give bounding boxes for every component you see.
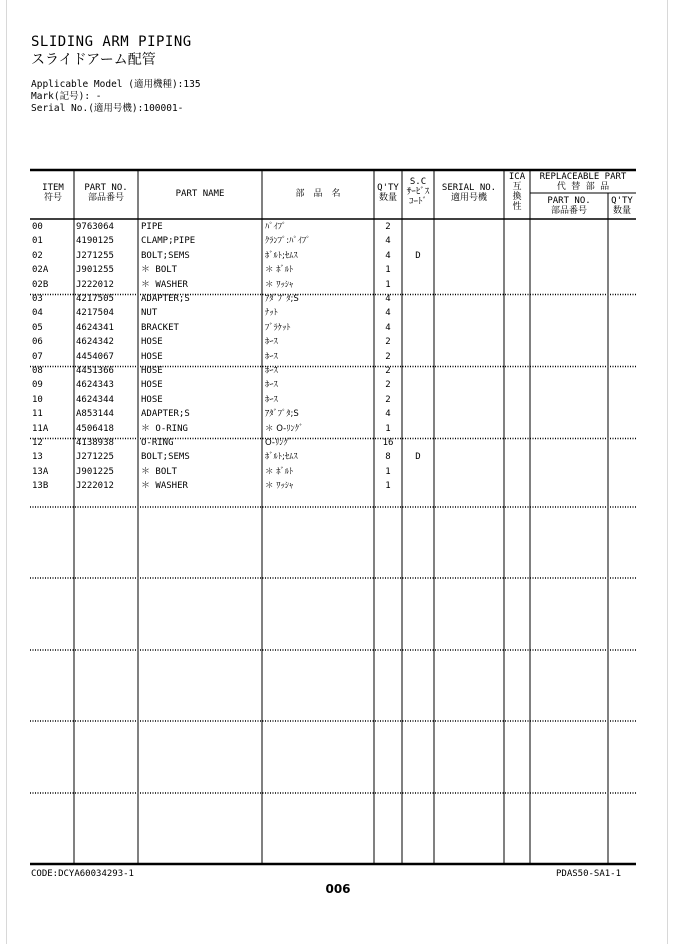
row-quantity: 4 bbox=[385, 322, 391, 333]
header-rep-qty: Q'TY 数量 bbox=[611, 196, 633, 216]
header-qty: Q'TY 数量 bbox=[377, 183, 399, 203]
row-quantity: 2 bbox=[385, 366, 391, 376]
row-part-number: J222012 bbox=[76, 481, 114, 492]
row-part-name-jp: ﾎｰｽ bbox=[265, 394, 278, 405]
row-part-number: 4451366 bbox=[76, 366, 114, 376]
row-part-number: 4624343 bbox=[76, 380, 114, 391]
row-quantity: 2 bbox=[385, 222, 391, 232]
row-quantity: 4 bbox=[385, 294, 391, 304]
row-part-name: HOSE bbox=[141, 394, 163, 405]
row-item-number: 05 bbox=[32, 322, 43, 333]
row-part-name: ADAPTER;S bbox=[141, 409, 190, 420]
row-part-number: 4190125 bbox=[76, 236, 114, 247]
row-part-name-jp: ｱﾀﾞﾌﾟﾀ;S bbox=[265, 294, 299, 304]
row-part-name-jp: ｸﾗﾝﾌﾟ:ﾊﾟｲﾌﾟ bbox=[265, 236, 311, 247]
row-part-name: HOSE bbox=[141, 337, 163, 348]
row-quantity: 4 bbox=[385, 308, 391, 319]
row-part-name-jp: ﾎｰｽ bbox=[265, 380, 278, 391]
row-part-name-jp: ﾌﾞﾗｹｯﾄ bbox=[265, 322, 291, 333]
row-part-name-jp: ﾅｯﾄ bbox=[265, 308, 278, 319]
page-number: 006 bbox=[325, 882, 351, 896]
row-part-number: 4624342 bbox=[76, 337, 114, 348]
row-service-code: D bbox=[415, 250, 421, 261]
row-part-name-jp: ﾎｰｽ bbox=[265, 351, 278, 362]
row-quantity: 1 bbox=[385, 423, 391, 434]
row-part-name: HOSE bbox=[141, 366, 163, 376]
row-part-name: BRACKET bbox=[141, 322, 179, 333]
row-part-name: CLAMP;PIPE bbox=[141, 236, 196, 247]
applicable-model: Applicable Model (適用機種):135 bbox=[31, 79, 201, 90]
row-part-name-jp: ＊ ﾜｯｼｬ bbox=[265, 279, 294, 290]
page-title-jp: スライドアーム配管 bbox=[31, 52, 156, 68]
row-quantity: 8 bbox=[385, 452, 391, 463]
footer-ref: PDAS50-SA1-1 bbox=[556, 869, 622, 879]
row-part-name-jp: ｱﾀﾞﾌﾟﾀ;S bbox=[265, 409, 299, 420]
header-item: ITEM 符号 bbox=[42, 183, 64, 203]
row-part-name-jp: ﾎｰｽ bbox=[265, 366, 278, 376]
row-part-number: J901225 bbox=[76, 466, 114, 477]
row-part-name: NUT bbox=[141, 308, 158, 319]
row-part-number: J271225 bbox=[76, 452, 114, 463]
row-quantity: 1 bbox=[385, 466, 391, 477]
row-quantity: 1 bbox=[385, 279, 391, 290]
row-part-name: ADAPTER;S bbox=[141, 294, 190, 304]
row-item-number: 02A bbox=[32, 265, 49, 276]
row-part-name: HOSE bbox=[141, 380, 163, 391]
row-item-number: 07 bbox=[32, 351, 43, 362]
row-part-name: ＊ WASHER bbox=[141, 481, 188, 492]
row-item-number: 09 bbox=[32, 380, 43, 391]
row-part-name-jp: ＊ ﾎﾞﾙﾄ bbox=[265, 466, 294, 477]
row-quantity: 2 bbox=[385, 380, 391, 391]
row-part-name: HOSE bbox=[141, 351, 163, 362]
row-part-name: ＊ O-RING bbox=[141, 423, 188, 434]
row-part-name: ＊ BOLT bbox=[141, 265, 178, 276]
row-part-name: O-RING bbox=[141, 438, 174, 448]
header-replaceable: REPLACEABLE PART 代 替 部 品 bbox=[539, 172, 627, 192]
row-quantity: 2 bbox=[385, 394, 391, 405]
row-part-number: 4454067 bbox=[76, 351, 114, 362]
row-part-number: 4506418 bbox=[76, 423, 114, 434]
mark: Mark(記号): - bbox=[31, 91, 102, 102]
header-part-name: PART NAME bbox=[175, 189, 225, 199]
row-part-number: J901255 bbox=[76, 265, 114, 276]
row-item-number: 11A bbox=[32, 423, 49, 434]
row-item-number: 11 bbox=[32, 409, 43, 420]
header-part-name-jp: 部 品 名 bbox=[295, 189, 341, 199]
row-part-name-jp: ﾎﾞﾙﾄ;ｾﾑｽ bbox=[265, 452, 298, 463]
row-part-name: ＊ WASHER bbox=[141, 279, 188, 290]
row-part-number: 4217504 bbox=[76, 308, 114, 319]
row-item-number: 13B bbox=[32, 481, 49, 492]
row-item-number: 02 bbox=[32, 250, 43, 261]
row-part-number: J222012 bbox=[76, 279, 114, 290]
row-item-number: 13A bbox=[32, 466, 49, 477]
row-part-name: PIPE bbox=[141, 222, 163, 232]
row-quantity: 16 bbox=[382, 438, 394, 448]
row-part-name-jp: ﾊﾟｲﾌﾟ bbox=[265, 222, 287, 232]
row-part-name: BOLT;SEMS bbox=[141, 452, 190, 463]
row-item-number: 01 bbox=[32, 236, 43, 247]
row-item-number: 12 bbox=[32, 438, 43, 448]
row-quantity: 4 bbox=[385, 250, 391, 261]
row-part-number: 4624341 bbox=[76, 322, 114, 333]
row-item-number: 04 bbox=[32, 308, 43, 319]
row-part-name: ＊ BOLT bbox=[141, 466, 178, 477]
header-serial: SERIAL NO. 適用号機 bbox=[441, 183, 497, 203]
row-quantity: 1 bbox=[385, 265, 391, 276]
header-rep-part-no: PART NO. 部品番号 bbox=[547, 196, 591, 216]
header-service-code: S.C ｻｰﾋﾞｽ ｺｰﾄﾞ bbox=[406, 177, 430, 207]
row-part-name-jp: ﾎｰｽ bbox=[265, 337, 278, 348]
page-title: SLIDING ARM PIPING bbox=[31, 34, 192, 50]
row-item-number: 02B bbox=[32, 279, 49, 290]
row-quantity: 1 bbox=[385, 481, 391, 492]
row-item-number: 03 bbox=[32, 294, 43, 304]
row-part-number: 4624344 bbox=[76, 394, 114, 405]
row-part-name-jp: ＊ ﾜｯｼｬ bbox=[265, 481, 294, 492]
row-part-name: BOLT;SEMS bbox=[141, 250, 190, 261]
row-quantity: 4 bbox=[385, 236, 391, 247]
row-item-number: 08 bbox=[32, 366, 43, 376]
header-part-no: PART NO. 部品番号 bbox=[84, 183, 128, 203]
row-quantity: 2 bbox=[385, 337, 391, 348]
row-service-code: D bbox=[415, 452, 421, 463]
row-part-number: 4217505 bbox=[76, 294, 114, 304]
header-ica: ICA 互 換 性 bbox=[508, 172, 526, 212]
row-item-number: 00 bbox=[32, 222, 43, 232]
row-item-number: 06 bbox=[32, 337, 43, 348]
row-part-number: 4138938 bbox=[76, 438, 114, 448]
row-part-number: J271255 bbox=[76, 250, 114, 261]
row-quantity: 4 bbox=[385, 409, 391, 420]
row-item-number: 10 bbox=[32, 394, 43, 405]
row-part-number: 9763064 bbox=[76, 222, 114, 232]
row-quantity: 2 bbox=[385, 351, 391, 362]
row-part-name-jp: ﾎﾞﾙﾄ;ｾﾑｽ bbox=[265, 250, 298, 261]
row-part-number: A853144 bbox=[76, 409, 114, 420]
row-part-name-jp: O-ﾘﾝｸﾞ bbox=[265, 438, 292, 448]
row-part-name-jp: ＊ ﾎﾞﾙﾄ bbox=[265, 265, 294, 276]
row-part-name-jp: ＊ O-ﾘﾝｸﾞ bbox=[265, 423, 304, 434]
footer-code: CODE:DCYA60034293-1 bbox=[31, 869, 134, 879]
row-item-number: 13 bbox=[32, 452, 43, 463]
serial-number: Serial No.(適用号機):100001- bbox=[31, 103, 184, 114]
